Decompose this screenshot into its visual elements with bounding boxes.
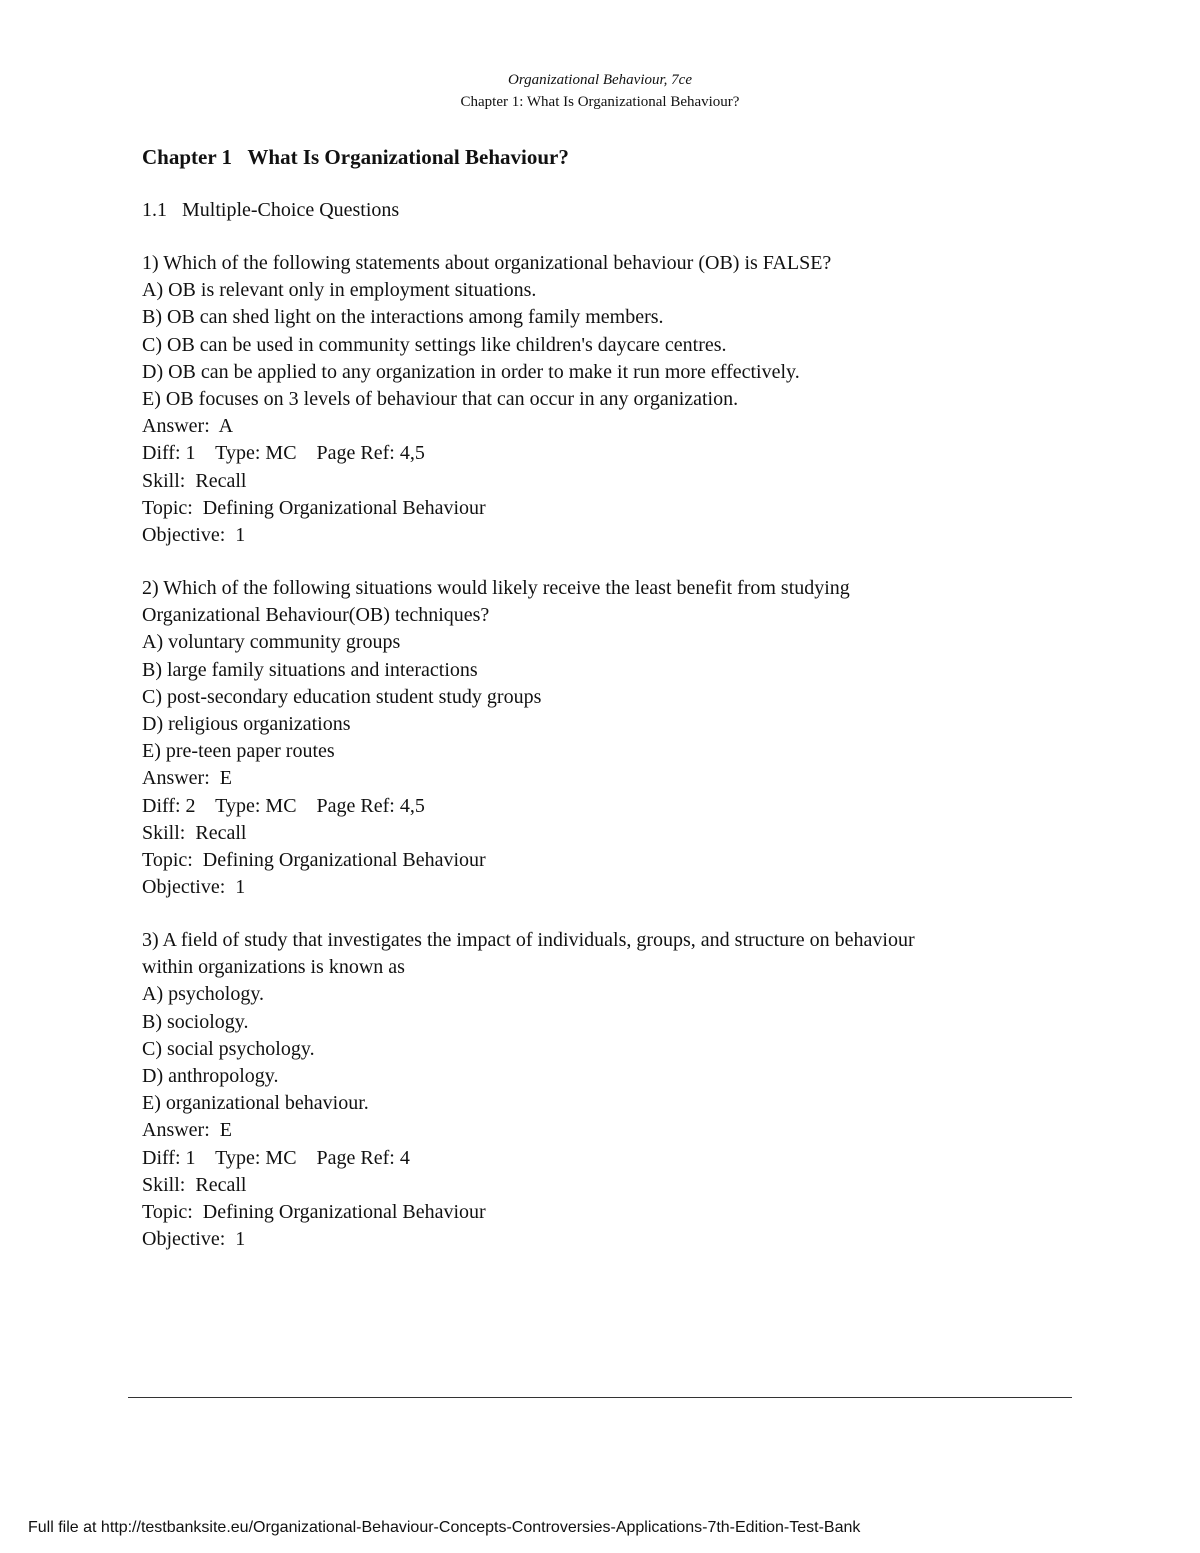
difficulty-meta: Diff: 1 Type: MC Page Ref: 4,5 <box>142 442 425 465</box>
answer-option-a: A) psychology. <box>142 983 265 1006</box>
answer-key: Answer: E <box>142 1119 232 1142</box>
answer-option-c: C) OB can be used in community settings like children's daycare centres. <box>142 333 727 356</box>
answer-option-b: B) large family situations and interactions <box>142 658 478 681</box>
answer-option-a: A) voluntary community groups <box>142 631 401 654</box>
answer-option-d: D) anthropology. <box>142 1065 279 1088</box>
difficulty-meta: Diff: 1 Type: MC Page Ref: 4 <box>142 1146 410 1169</box>
skill-line: Skill: Recall <box>142 1173 247 1196</box>
question-stem-continued: within organizations is known as <box>142 956 405 979</box>
answer-option-e: E) OB focuses on 3 levels of behaviour that can occur in any organization. <box>142 388 739 411</box>
answer-option-e: E) organizational behaviour. <box>142 1092 369 1115</box>
answer-option-c: C) social psychology. <box>142 1037 315 1060</box>
running-head-chapter: Chapter 1: What Is Organizational Behaviour? <box>460 94 740 110</box>
answer-option-b: B) OB can shed light on the interactions among family members. <box>142 306 664 329</box>
section-heading: 1.1 Multiple-Choice Questions <box>142 199 400 221</box>
answer-option-b: B) sociology. <box>142 1010 249 1033</box>
answer-option-e: E) pre-teen paper routes <box>142 740 335 763</box>
answer-option-d: D) religious organizations <box>142 713 351 736</box>
objective-line: Objective: 1 <box>142 1228 246 1251</box>
question-stem: 2) Which of the following situations would likely receive the least benefit from studying <box>142 577 850 599</box>
answer-key: Answer: E <box>142 767 232 790</box>
answer-option-c: C) post-secondary education student study groups <box>142 685 542 708</box>
topic-line: Topic: Defining Organizational Behaviour <box>142 1201 486 1224</box>
topic-line: Topic: Defining Organizational Behaviour <box>142 849 486 872</box>
question-stem: 3) A field of study that investigates the impact of individuals, groups, and structure on behaviour <box>142 929 915 951</box>
running-head-title: Organizational Behaviour, 7ce <box>507 72 692 88</box>
question-1 <box>142 250 1082 549</box>
question-3 <box>142 927 1082 1253</box>
answer-option-d: D) OB can be applied to any organization in order to make it run more effectively. <box>142 360 800 383</box>
chapter-heading: Chapter 1 What Is Organizational Behaviour? <box>142 145 569 169</box>
footer-source-note: Full file at http://testbanksite.eu/Organizational-Behaviour-Concepts-Controversies-Applications-7th-Edition-Test-Bank <box>28 1519 861 1536</box>
question-stem: 1) Which of the following statements about organizational behaviour (OB) is FALSE? <box>142 252 832 274</box>
topic-line: Topic: Defining Organizational Behaviour <box>142 496 486 519</box>
objective-line: Objective: 1 <box>142 524 246 547</box>
question-2 <box>142 575 1082 901</box>
skill-line: Skill: Recall <box>142 469 247 492</box>
footer-divider <box>128 1397 1072 1398</box>
answer-option-a: A) OB is relevant only in employment situations. <box>142 279 537 302</box>
answer-key: Answer: A <box>142 415 234 438</box>
objective-line: Objective: 1 <box>142 876 246 899</box>
difficulty-meta: Diff: 2 Type: MC Page Ref: 4,5 <box>142 794 425 817</box>
skill-line: Skill: Recall <box>142 821 247 844</box>
question-stem-continued: Organizational Behaviour(OB) techniques? <box>142 604 490 627</box>
